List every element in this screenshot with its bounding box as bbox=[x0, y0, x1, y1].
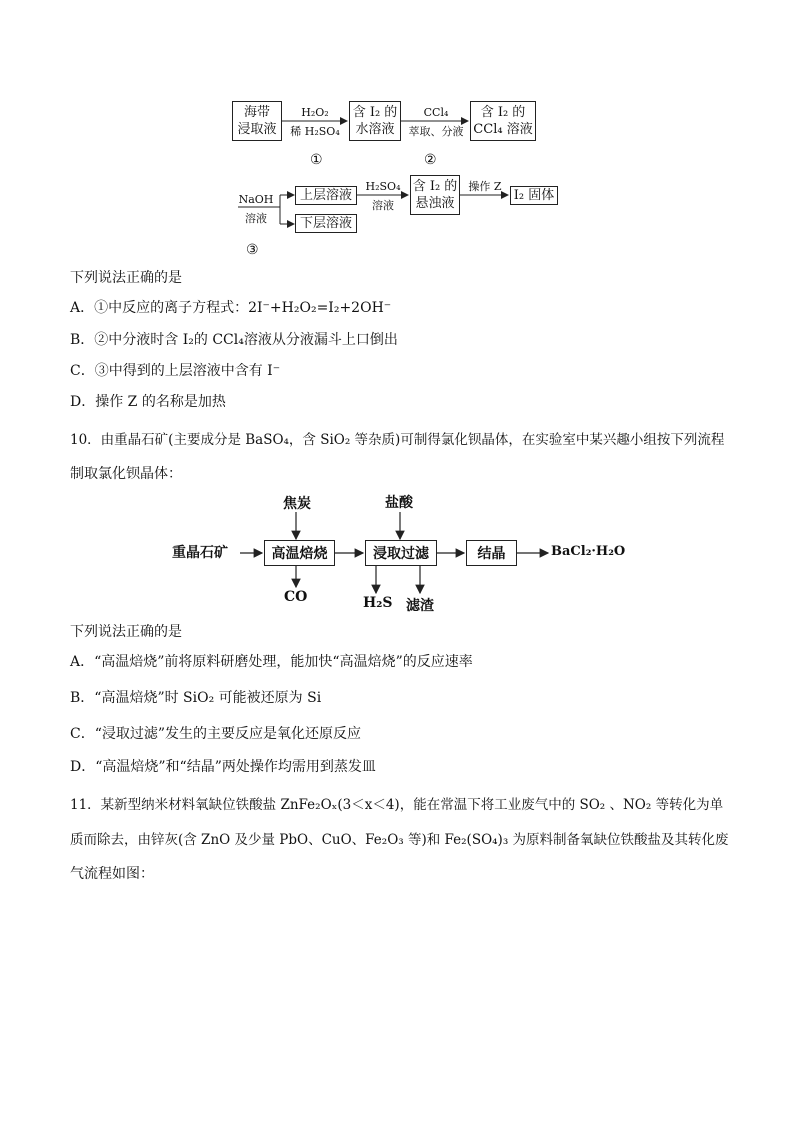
output-residue: 滤渣 bbox=[406, 598, 434, 614]
q9-option-c: C．③中得到的上层溶液中含有 I⁻ bbox=[70, 363, 281, 379]
box-aq-line1: 含 I₂ 的 bbox=[352, 105, 398, 120]
q10-stem-line1: 10．由重晶石矿(主要成分是 BaSO₄，含 SiO₂ 等杂质)可制得氯化钡晶体，在实验室中某兴趣小组按下列流程 bbox=[70, 432, 725, 448]
arrow2-reagent-bottom: 萃取、分液 bbox=[408, 125, 464, 138]
box-solid-text: I₂ 固体 bbox=[513, 188, 555, 203]
input-barite: 重晶石矿 bbox=[172, 545, 228, 561]
q9-option-d: D．操作 Z 的名称是加热 bbox=[70, 394, 226, 410]
arrow4-reagent-bottom: 溶液 bbox=[372, 199, 394, 212]
step-2-label: ② bbox=[424, 152, 437, 168]
q9-option-a: A．①中反应的离子方程式：2I⁻+H₂O₂=I₂+2OH⁻ bbox=[70, 300, 392, 316]
naoh-reagent-top: NaOH bbox=[238, 193, 274, 206]
box-upper-text: 上层溶液 bbox=[299, 188, 352, 203]
q11-line3: 气流程如图： bbox=[70, 866, 154, 882]
q10-option-a: A．“高温焙烧”前将原料研磨处理，能加快“高温焙烧”的反应速率 bbox=[70, 654, 473, 670]
q10-option-d: D．“高温焙烧”和“结晶”两处操作均需用到蒸发皿 bbox=[70, 759, 376, 775]
box-seaweed-line2: 浸取液 bbox=[237, 122, 277, 137]
q9-option-b: B．②中分液时含 I₂的 CCl₄溶液从分液漏斗上口倒出 bbox=[70, 332, 398, 348]
box-ccl4-line1: 含 I₂ 的 bbox=[480, 105, 526, 120]
box-susp-line2: 悬浊液 bbox=[415, 196, 455, 211]
q10-stem-line2: 制取氯化钡晶体： bbox=[70, 466, 182, 482]
box-leach-filter bbox=[365, 540, 437, 566]
box-cryst-text: 结晶 bbox=[477, 546, 506, 562]
box-roast-text: 高温焙烧 bbox=[271, 546, 328, 562]
q11-line1: 11．某新型纳米材料氧缺位铁酸盐 ZnFe₂Oₓ(3＜x＜4)，能在常温下将工业废气中的 SO₂ 、NO₂ 等转化为单 bbox=[70, 797, 724, 813]
q11-line2: 质而除去，由锌灰(含 ZnO 及少量 PbO、CuO、Fe₂O₃ 等)和 Fe₂(SO₄)₃ 为原料制备氧缺位铁酸盐及其转化废 bbox=[70, 832, 729, 848]
arrow1-reagent-bottom: 稀 H₂SO₄ bbox=[290, 125, 340, 138]
output-co: CO bbox=[284, 589, 308, 605]
naoh-reagent-bottom: 溶液 bbox=[245, 212, 267, 225]
box-leach-text: 浸取过滤 bbox=[373, 546, 429, 562]
arrow2-reagent-top: CCl₄ bbox=[423, 106, 449, 119]
output-h2s: H₂S bbox=[363, 595, 393, 611]
box-susp-line1: 含 I₂ 的 bbox=[412, 179, 458, 194]
q9-stem: 下列说法正确的是 bbox=[70, 270, 182, 286]
arrow5-operation: 操作 Z bbox=[468, 180, 502, 193]
arrow1-reagent-top: H₂O₂ bbox=[301, 106, 329, 119]
step-3-label: ③ bbox=[246, 242, 259, 258]
box-lower-text: 下层溶液 bbox=[299, 216, 352, 231]
reagent-hcl: 盐酸 bbox=[385, 495, 413, 511]
box-aq-line2: 水溶液 bbox=[355, 122, 395, 137]
reagent-coke: 焦炭 bbox=[283, 496, 311, 512]
box-ccl4-line2: CCl₄ 溶液 bbox=[473, 122, 533, 137]
q10-option-b: B．“高温焙烧”时 SiO₂ 可能被还原为 Si bbox=[70, 690, 322, 706]
q10-question: 下列说法正确的是 bbox=[70, 624, 182, 640]
step-1-label: ① bbox=[310, 152, 323, 168]
q10-option-c: C．“浸取过滤”发生的主要反应是氧化还原反应 bbox=[70, 726, 362, 742]
box-seaweed-line1: 海带 bbox=[243, 105, 270, 120]
box-crystallize bbox=[466, 540, 517, 566]
arrow4-reagent-top: H₂SO₄ bbox=[365, 180, 401, 193]
product-bacl2: BaCl₂·H₂O bbox=[551, 544, 626, 559]
box-high-temp-roast bbox=[264, 540, 335, 566]
